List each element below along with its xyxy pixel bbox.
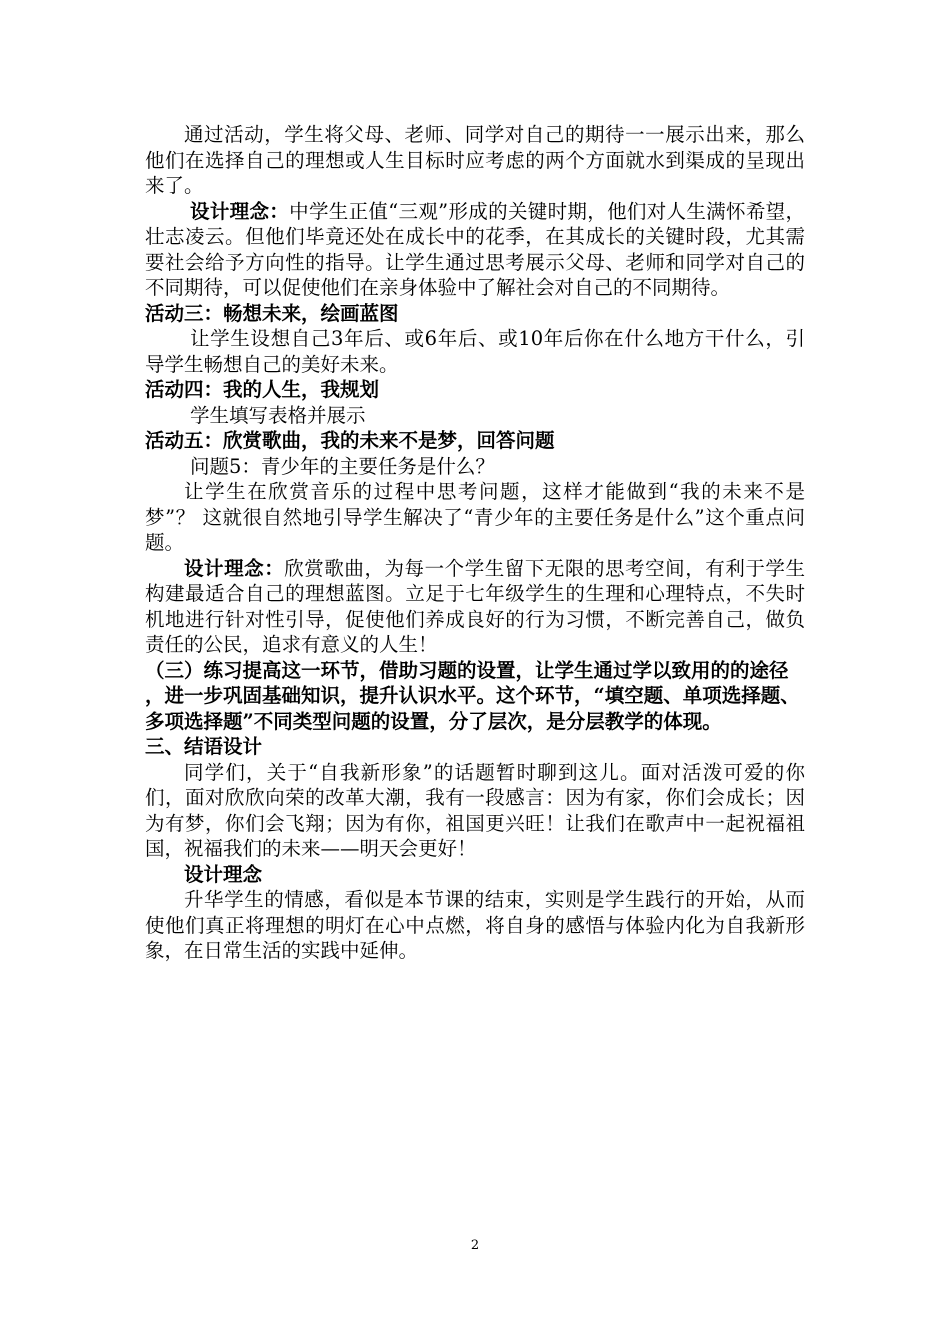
paragraph-activity-5-detail: 让学生在欣赏音乐的过程中思考问题，这样才能做到“我的未来不是梦”？ 这就很自然地引导学生解决了“青少年的主要任务是什么”这个重点问题。 <box>145 480 805 554</box>
design-concept-label: 设计理念： <box>190 199 290 223</box>
paragraph-conclusion: 同学们，关于“自我新形象”的话题暂时聊到这儿。面对活泼可爱的你们，面对欣欣向荣的改革大潮，我有一段感言：因为有家，你们会成长；因为有梦，你们会飞翔；因为有你，祖国更兴旺！让我们在歌声中一起祝福祖国，祝福我们的未来——明天会更好！ <box>145 760 805 860</box>
paragraph-design-concept-3: 升华学生的情感，看似是本节课的结束，实则是学生践行的开始，从而使他们真正将理想的明灯在心中点燃，将自身的感悟与体验内化为自我新形象，在日常生活的实践中延伸。 <box>145 888 805 962</box>
paragraph-question-5: 问题5：青少年的主要任务是什么？ <box>190 454 495 478</box>
paragraph-activity-3: 让学生设想自己3年后、或6年后、或10年后你在什么地方干什么，引导学生畅想自己的美好未来。 <box>145 327 805 376</box>
page-number: 2 <box>470 1238 480 1253</box>
heading-activity-5: 活动五：欣赏歌曲，我的未来不是梦，回答问题 <box>145 429 555 452</box>
design-concept-label-2: 设计理念： <box>184 556 285 580</box>
heading-activity-3: 活动三：畅想未来，绘画蓝图 <box>145 301 399 325</box>
paragraph-practice-section: （三）练习提高这一环节，借助习题的设置，让学生通过学以致用的的途径 ，进一步巩固基础知识，提升认识水平。这个环节，“填空题、单项选择题、多项选择题”不同类型问题的设置，分了层次，是分层教学的体现。 <box>145 658 800 733</box>
heading-activity-4: 活动四：我的人生，我规划 <box>145 378 380 401</box>
paragraph-design-concept-1 <box>145 199 805 301</box>
paragraph-activity-summary: 通过活动，学生将父母、老师、同学对自己的期待一一展示出来，那么他们在选择自己的理想或人生目标时应考虑的两个方面就水到渠成的呈现出来了。 <box>145 123 805 197</box>
heading-design-concept-3: 设计理念 <box>184 862 263 886</box>
paragraph-design-concept-2 <box>145 556 805 658</box>
paragraph-activity-4: 学生填写表格并展示 <box>190 403 366 427</box>
document-body <box>145 122 805 964</box>
heading-conclusion: 三、结语设计 <box>145 735 263 758</box>
design-concept-text: 中学生正值“三观”形成的关键时期，他们对人生满怀希望，壮志凌云。但他们毕竟还处在成长中的花季，在其成长的关键时段，尤其需要社会给予方向性的指导。让学生通过思考展示父母、老师和同学对自己的不同期待，可以促使他们在亲身体验中了解社会对自己的不同期待。 <box>145 199 805 299</box>
design-concept-text-2: 欣赏歌曲，为每一个学生留下无限的思考空间，有利于学生构建最适合自己的理想蓝图。立足于七年级学生的生理和心理特点，不失时机地进行针对性引导，促使他们养成良好的行为习惯，不断完善自己，做负责任的公民，追求有意义的人生！ <box>145 556 805 656</box>
